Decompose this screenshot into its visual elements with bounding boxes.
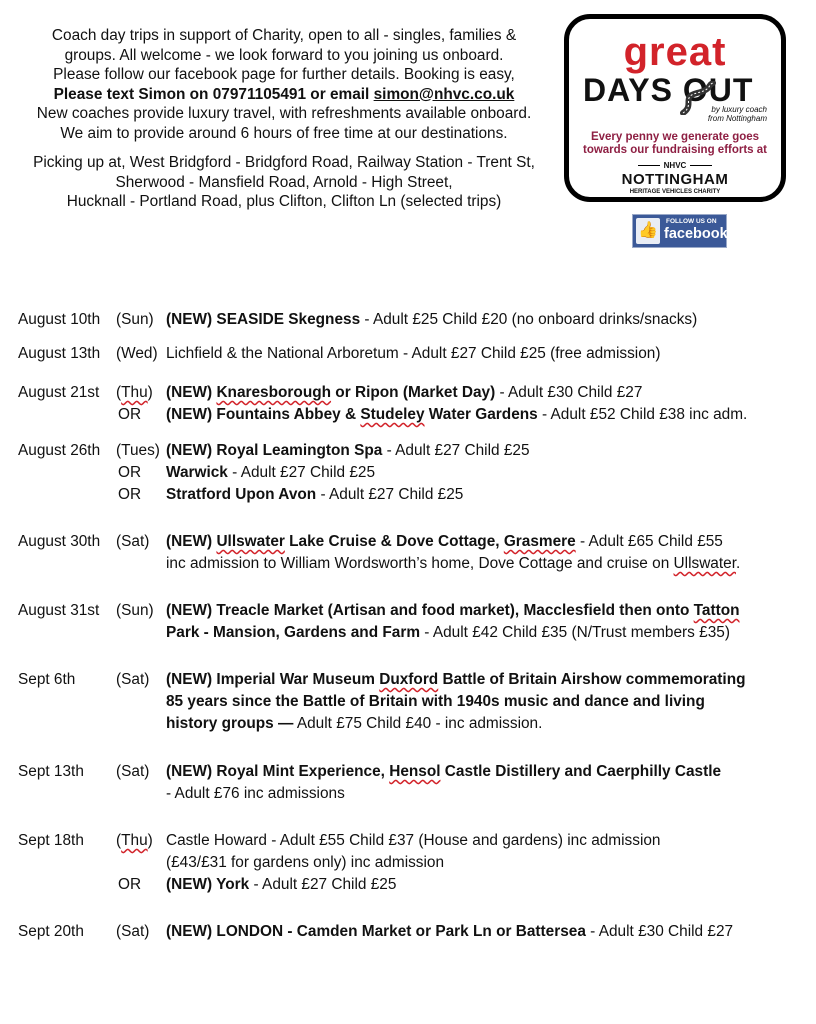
trip-day: (Sat) bbox=[116, 763, 150, 780]
trip-description bbox=[166, 921, 733, 943]
intro-line: We aim to provide around 6 hours of free time at our destinations. bbox=[60, 124, 508, 142]
trip-price: - Adult £30 Child £27 bbox=[585, 923, 734, 940]
logo-subtitle bbox=[708, 105, 767, 123]
trip-row bbox=[18, 600, 808, 644]
or-label: OR bbox=[118, 406, 142, 423]
trip-title: (NEW) LONDON - Camden Market or Park Ln or Battersea bbox=[166, 923, 586, 940]
trip-description bbox=[166, 382, 642, 404]
trip-price: - Adult £27 Child £25 bbox=[227, 464, 376, 481]
logo-charity: HERITAGE VEHICLES CHARITY bbox=[629, 189, 721, 195]
intro-line: groups. All welcome - we look forward to you joining us onboard. bbox=[64, 46, 504, 64]
trip-date: Sept 13th bbox=[18, 763, 84, 780]
trip-description bbox=[166, 622, 730, 644]
facebook-follow: FOLLOW US ON bbox=[666, 218, 717, 225]
trip-title: history groups — bbox=[166, 715, 294, 732]
trip-title: (NEW) Royal Leamington Spa bbox=[166, 442, 383, 459]
trip-price: - Adult £27 Child £25 bbox=[316, 486, 464, 503]
logo-by-luxury: by luxury coach bbox=[711, 105, 767, 114]
trip-title: (NEW) Fountains Abbey & Studeley Water Gardens bbox=[166, 406, 538, 423]
trip-date: Sept 20th bbox=[18, 923, 84, 940]
booking-text: Please text Simon on 07971105491 or email bbox=[53, 85, 374, 103]
great-days-out-logo bbox=[564, 14, 786, 202]
trip-description bbox=[166, 874, 396, 896]
intro-line: Please follow our facebook page for further details. Booking is easy, bbox=[53, 66, 515, 83]
trip-row bbox=[18, 830, 808, 896]
trip-price: - Adult £52 Child £38 inc adm. bbox=[537, 406, 748, 423]
trip-description: Lichfield & the National Arboretum - Adult £27 Child £25 (free admission) bbox=[166, 345, 661, 362]
intro-line: Coach day trips in support of Charity, open to all - singles, families & bbox=[51, 27, 517, 44]
trip-description bbox=[166, 309, 697, 331]
logo-from: from Nottingham bbox=[707, 114, 767, 123]
logo-tagline-line: towards our fundraising efforts at bbox=[582, 144, 767, 156]
trip-title: (NEW) Imperial War Museum Duxford Battle of Britain Airshow commemorating bbox=[166, 671, 746, 688]
pickup-line: Picking up at, West Bridgford - Bridgford Road, Railway Station - Trent St, bbox=[33, 154, 535, 171]
trip-description bbox=[166, 484, 463, 506]
intro-text bbox=[14, 26, 554, 212]
trip-day: (Sat) bbox=[116, 923, 150, 940]
trip-row bbox=[18, 761, 808, 805]
trip-price: Adult £75 Child £40 - inc admission. bbox=[293, 715, 543, 732]
trip-title: (NEW) Royal Mint Experience, Hensol Castle Distillery and Caerphilly Castle bbox=[166, 763, 722, 780]
trip-description bbox=[166, 462, 375, 484]
trip-description bbox=[166, 404, 747, 426]
trip-date: August 31st bbox=[18, 602, 100, 619]
trip-day: (Sun) bbox=[116, 602, 154, 619]
pickup-line: Hucknall - Portland Road, plus Clifton, Clifton Ln (selected trips) bbox=[66, 193, 502, 210]
trip-day: (Wed) bbox=[116, 345, 158, 362]
or-label: OR bbox=[118, 876, 142, 893]
trip-date: August 30th bbox=[18, 533, 101, 550]
facebook-badge[interactable] bbox=[632, 214, 727, 248]
logo-nhvc: NHVC bbox=[569, 161, 781, 170]
trip-title: Warwick bbox=[166, 464, 228, 481]
trip-title: Stratford Upon Avon bbox=[166, 486, 317, 503]
logo-great: great bbox=[623, 30, 727, 74]
trip-price: - Adult £42 Child £35 (N/Trust members £35) bbox=[420, 624, 730, 641]
trip-day: (Tues) bbox=[116, 442, 160, 459]
trip-row bbox=[18, 440, 808, 506]
trip-description bbox=[166, 531, 723, 553]
trip-details: inc admission to William Wordsworth’s home, Dove Cottage and cruise on Ullswater. bbox=[166, 555, 741, 572]
trip-row bbox=[18, 382, 808, 426]
email-link[interactable]: simon@nhvc.co.uk bbox=[373, 85, 515, 103]
trip-day: (Thu) bbox=[116, 384, 153, 401]
trip-title: (NEW) Ullswater Lake Cruise & Dove Cottage, Grasmere bbox=[166, 533, 576, 550]
or-label: OR bbox=[118, 464, 142, 481]
trip-day: (Sat) bbox=[116, 671, 150, 688]
trip-details: (£43/£31 for gardens only) inc admission bbox=[166, 854, 445, 871]
logo-tagline bbox=[575, 131, 775, 157]
trip-description bbox=[166, 440, 530, 462]
thumbs-up-icon: 👍 bbox=[636, 218, 660, 244]
trip-day: (Thu) bbox=[116, 832, 153, 849]
pickup-line: Sherwood - Mansfield Road, Arnold - High Street, bbox=[115, 173, 453, 191]
trip-day: (Sun) bbox=[116, 311, 154, 328]
trip-price: - Adult £27 Child £25 bbox=[382, 442, 530, 459]
trip-price: - Adult £76 inc admissions bbox=[166, 785, 345, 802]
trip-price: - Adult £27 Child £25 bbox=[249, 876, 397, 893]
logo-nottingham: NOTTINGHAM bbox=[621, 171, 729, 188]
facebook-name: facebook bbox=[664, 226, 728, 242]
trip-row bbox=[18, 309, 808, 331]
booking-line bbox=[14, 85, 554, 105]
trip-title: (NEW) Treacle Market (Artisan and food market), Macclesfield then onto Tatton bbox=[166, 602, 740, 619]
trip-row bbox=[18, 531, 808, 575]
trip-title: Park - Mansion, Gardens and Farm bbox=[166, 624, 421, 641]
trip-description bbox=[166, 713, 542, 735]
trip-price: - Adult £30 Child £27 bbox=[495, 384, 643, 401]
or-label: OR bbox=[118, 486, 142, 503]
trip-row bbox=[18, 921, 808, 943]
logo-tagline-line: Every penny we generate goes bbox=[590, 131, 760, 143]
trip-title: (NEW) Knaresborough or Ripon (Market Day) bbox=[166, 384, 496, 401]
trip-row bbox=[18, 343, 808, 365]
trip-date: August 13th bbox=[18, 345, 101, 362]
trip-date: Sept 6th bbox=[18, 671, 76, 688]
trip-row bbox=[18, 669, 808, 735]
logo-days-out: DAYS OUT bbox=[583, 72, 754, 108]
trip-date: August 10th bbox=[18, 311, 101, 328]
trip-price: - Adult £65 Child £55 bbox=[575, 533, 723, 550]
trip-title: 85 years since the Battle of Britain with 1940s music and dance and living bbox=[166, 693, 705, 710]
intro-line: New coaches provide luxury travel, with refreshments available onboard. bbox=[36, 105, 532, 122]
trip-description: Castle Howard - Adult £55 Child £37 (House and gardens) inc admission bbox=[166, 832, 661, 849]
trip-price: - Adult £25 Child £20 (no onboard drinks/snacks) bbox=[360, 311, 698, 328]
trip-title: (NEW) York bbox=[166, 876, 250, 893]
trip-day: (Sat) bbox=[116, 533, 150, 550]
trip-date: August 26th bbox=[18, 442, 101, 459]
trip-date: August 21st bbox=[18, 384, 100, 401]
trip-title: (NEW) SEASIDE Skegness bbox=[166, 311, 361, 328]
trip-date: Sept 18th bbox=[18, 832, 84, 849]
pickup-points bbox=[14, 153, 554, 212]
